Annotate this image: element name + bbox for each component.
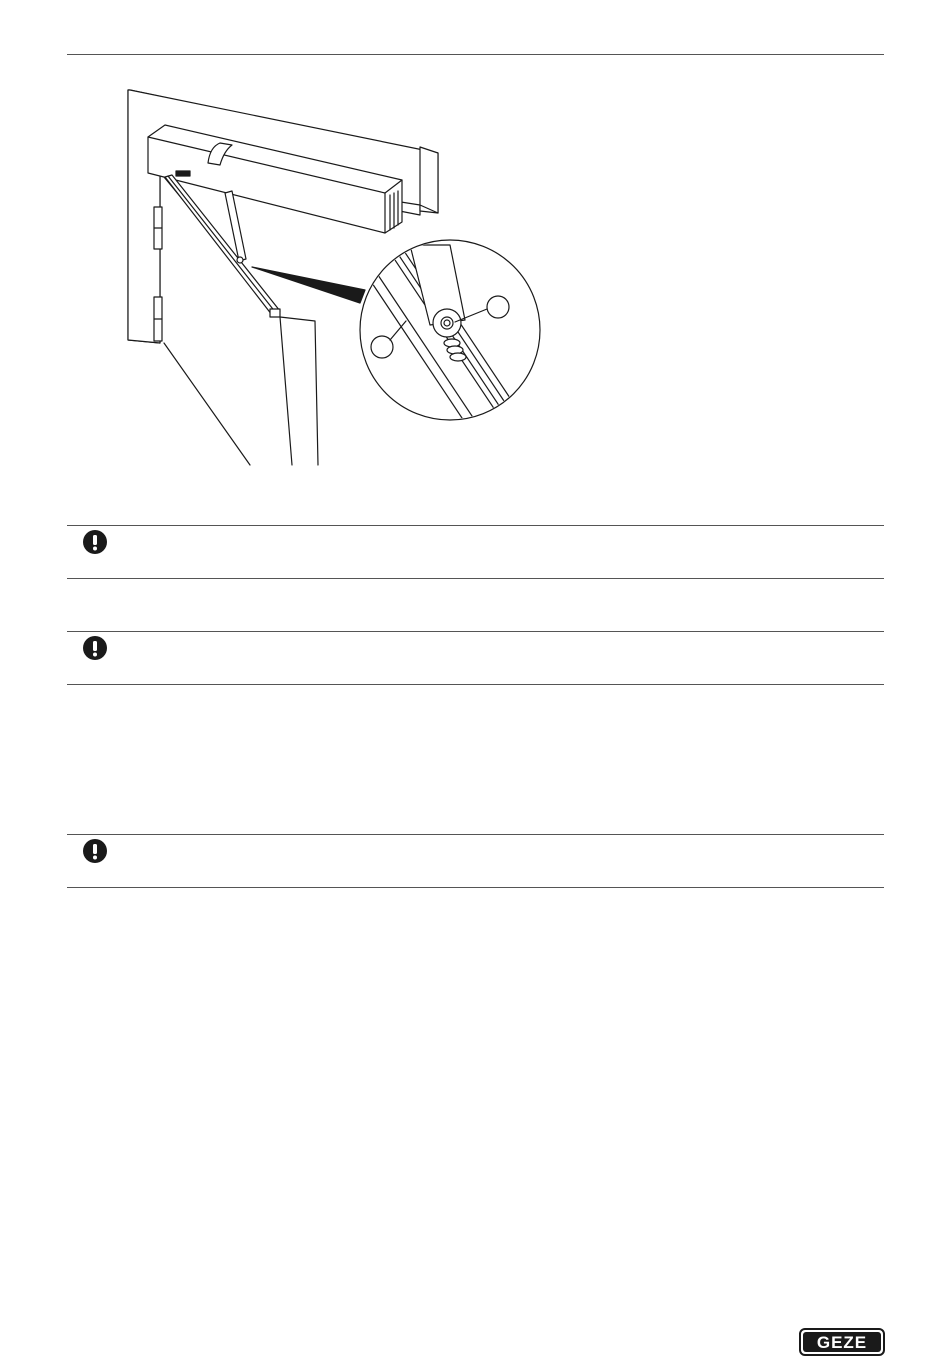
notice-2-top-rule <box>67 631 884 632</box>
svg-text:GEZE: GEZE <box>816 1333 868 1352</box>
door-closer-illustration <box>120 85 550 470</box>
notice-3-bottom-rule <box>67 887 884 888</box>
notice-1-bottom-rule <box>67 578 884 579</box>
notice-1-top-rule <box>67 525 884 526</box>
notice-3-top-rule <box>67 834 884 835</box>
exclamation-icon <box>83 839 107 863</box>
exclamation-icon <box>83 636 107 660</box>
geze-logo <box>799 1328 885 1356</box>
header-rule <box>67 54 884 55</box>
exclamation-icon <box>83 530 107 554</box>
notice-2-bottom-rule <box>67 684 884 685</box>
